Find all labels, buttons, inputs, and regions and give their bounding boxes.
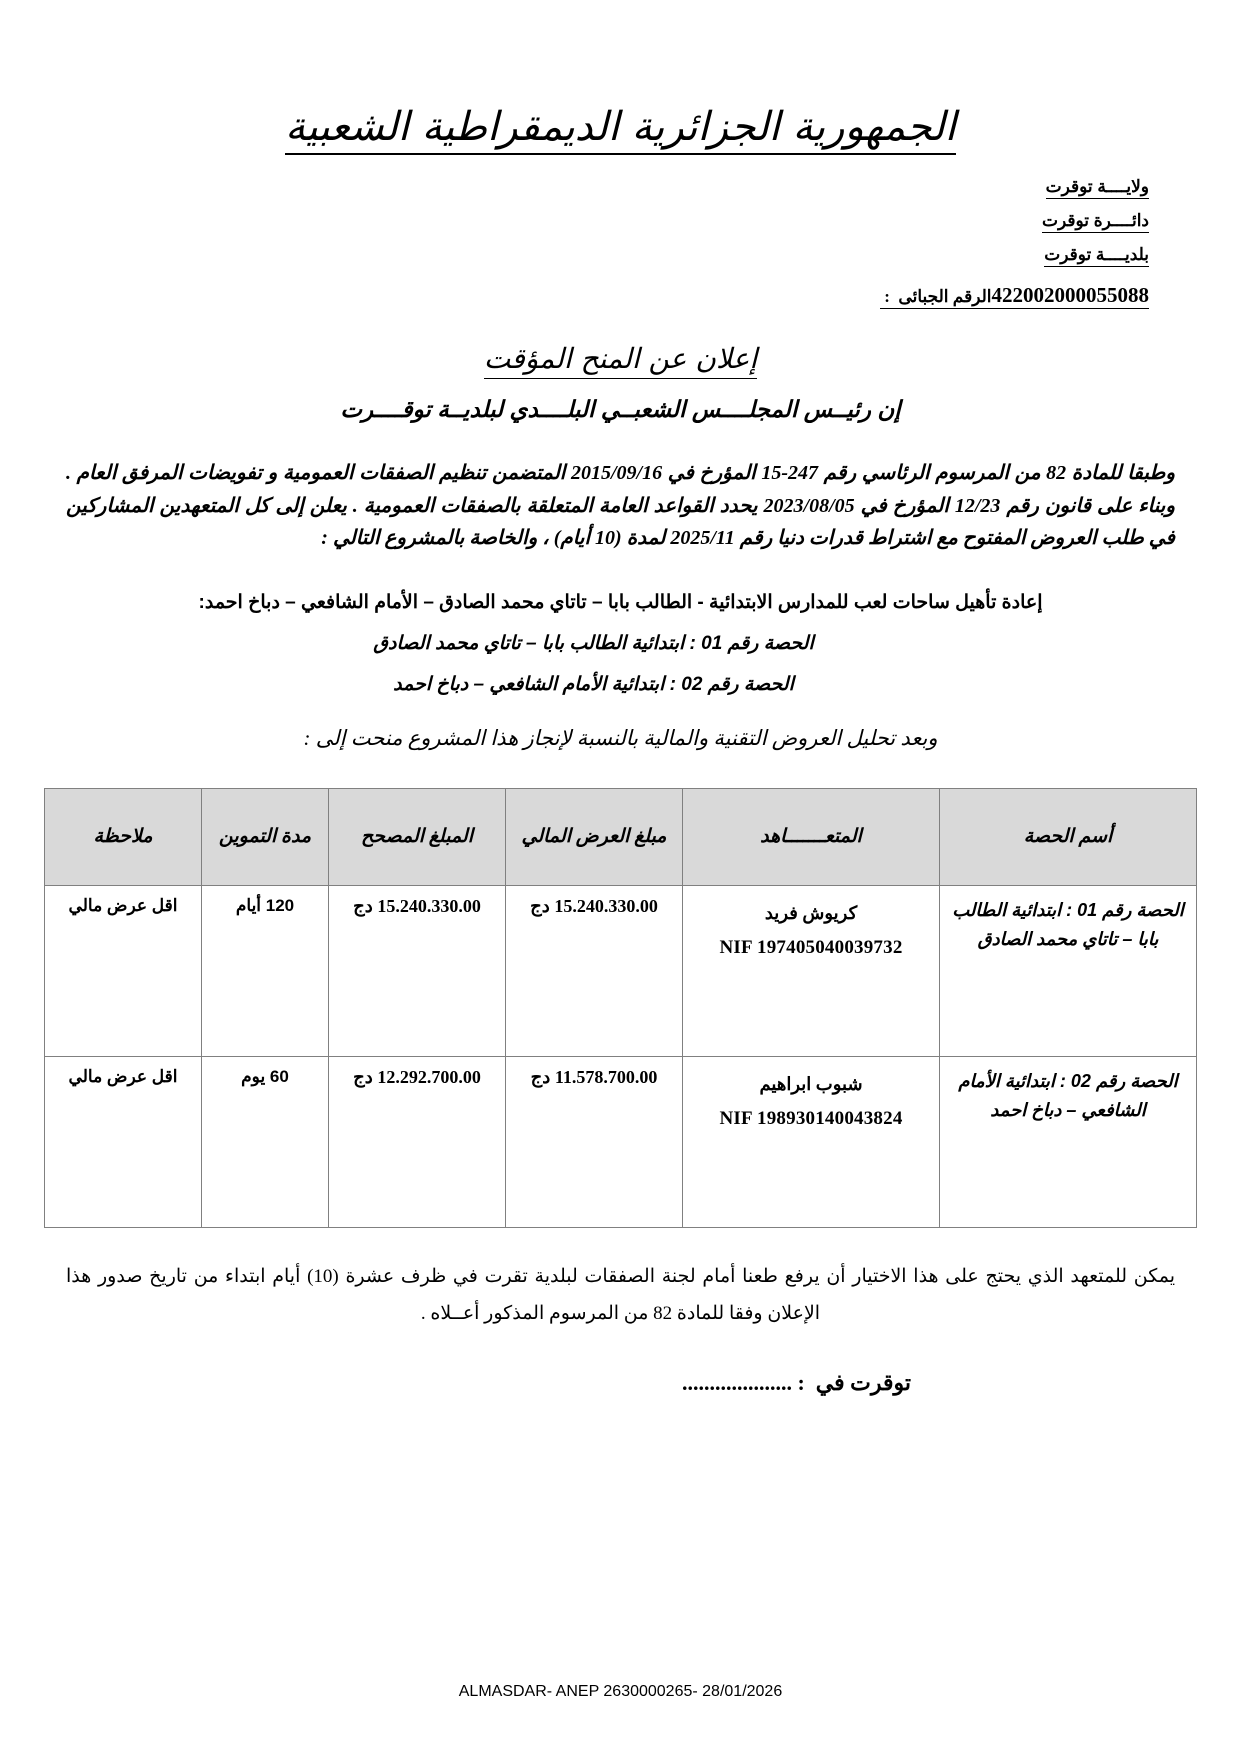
contractor-name: كريوش فريد [764, 902, 858, 923]
contractor-nif: NIF 198930140043824 [719, 1107, 903, 1129]
fiscal-number-value: 422002000055088 [991, 283, 1149, 307]
republic-heading [0, 0, 1241, 150]
cell-supply-duration: 60 يوم [202, 1056, 329, 1227]
signature-line: توقرت في : .................... [681, 1369, 911, 1395]
cell-corrected-amount: 12.292.700.00 دج [329, 1056, 506, 1227]
analysis-statement: وبعد تحليل العروض التقنية والمالية بالنسبة لإنجاز هذا المشروع منحت إلى : [303, 726, 938, 751]
award-table-body [45, 885, 1197, 1227]
wilaya-line [0, 178, 1149, 195]
column-header-supply-duration: مدة التموين [202, 788, 329, 885]
column-header-lot-name: أسم الحصة [940, 788, 1197, 885]
cell-note: اقل عرض مالي [45, 1056, 202, 1227]
cell-contractor [683, 1056, 940, 1227]
table-header-row [45, 788, 1197, 885]
cell-lot-name: الحصة رقم 02 : ابتدائية الأمام الشافعي – دباخ احمد [940, 1056, 1197, 1227]
table-row [45, 885, 1197, 1056]
footer-reference: ALMASDAR- ANEP 2630000265- 28/01/2026 [458, 1683, 783, 1700]
column-header-financial-offer: مبلغ العرض المالي [506, 788, 683, 885]
republic-heading-text: الجمهورية الجزائرية الديمقراطية الشعبية [285, 104, 956, 155]
contractor-name: شبوب ابراهيم [759, 1073, 863, 1094]
cell-note: اقل عرض مالي [45, 885, 202, 1056]
cell-contractor [683, 885, 940, 1056]
administrative-block [0, 178, 1241, 263]
baladia-text: بلديــــة توقرت [1044, 245, 1149, 267]
page-subtitle: إن رئيــس المجلــــس الشعبــي البلــــدي لبلديــة توقــــرت [340, 395, 901, 422]
contractor-nif: NIF 197405040039732 [719, 936, 903, 958]
cell-corrected-amount: 15.240.330.00 دج [329, 885, 506, 1056]
daira-text: دائــــرة توقرت [1042, 211, 1149, 233]
fiscal-number-inner [880, 283, 1149, 309]
page-title [0, 342, 1241, 376]
fiscal-number-label: الرقم الجبائى : [880, 287, 992, 306]
column-header-corrected-amount: المبلغ المصحح [329, 788, 506, 885]
fiscal-number-line [0, 285, 1241, 306]
wilaya-text: ولايــــة توقرت [1046, 177, 1149, 199]
appeal-paragraph: يمكن للمتعهد الذي يحتج على هذا الاختيار أن يرفع طعنا أمام لجنة الصفقات لبلدية تقرت في ظرف عشرة (10) أيام ابتداء من تاريخ صدور هذا الإعلان وفقا للمادة 82 من المرسوم المذكور أعــلاه . [66, 1265, 1175, 1324]
daira-line [0, 212, 1149, 229]
column-header-contractor: المتعـــــــاهد [683, 788, 940, 885]
baladia-line [0, 246, 1149, 263]
award-table-head [45, 788, 1197, 885]
table-row [45, 1056, 1197, 1227]
cell-financial-offer: 11.578.700.00 دج [506, 1056, 683, 1227]
intro-paragraph: وطبقا للمادة 82 من المرسوم الرئاسي رقم 247-15 المؤرخ في 2015/09/16 المتضمن تنظيم الصفقات العمومية و تفويضات المرفق العام . وبناء على قانون رقم 12/23 المؤرخ في 2023/08/05 يحدد القواعد العامة المتعلقة بالصفقات العمومية . يعلن إلى كل المتعهدين المشاركين في طلب العروض المفتوح مع اشتراط قدرات دنيا رقم 2025/11 لمدة (10 أيام) ، والخاصة بالمشروع التالي : [66, 462, 1176, 549]
cell-supply-duration: 120 أيام [202, 885, 329, 1056]
column-header-note: ملاحظة [45, 788, 202, 885]
award-table [44, 788, 1197, 1228]
project-lot-1: الحصة رقم 01 : ابتدائية الطالب بابا – تاتاي محمد الصادق [373, 632, 814, 654]
project-title: إعادة تأهيل ساحات لعب للمدارس الابتدائية - الطالب بابا – تاتاي محمد الصادق – الأمام الشافعي – دباخ احمد: [198, 592, 1043, 614]
cell-lot-name: الحصة رقم 01 : ابتدائية الطالب بابا – تاتاي محمد الصادق [940, 885, 1197, 1056]
page-title-text: إعلان عن المنح المؤقت [484, 342, 757, 379]
cell-financial-offer: 15.240.330.00 دج [506, 885, 683, 1056]
project-lot-2: الحصة رقم 02 : ابتدائية الأمام الشافعي – دباخ احمد [393, 673, 794, 695]
